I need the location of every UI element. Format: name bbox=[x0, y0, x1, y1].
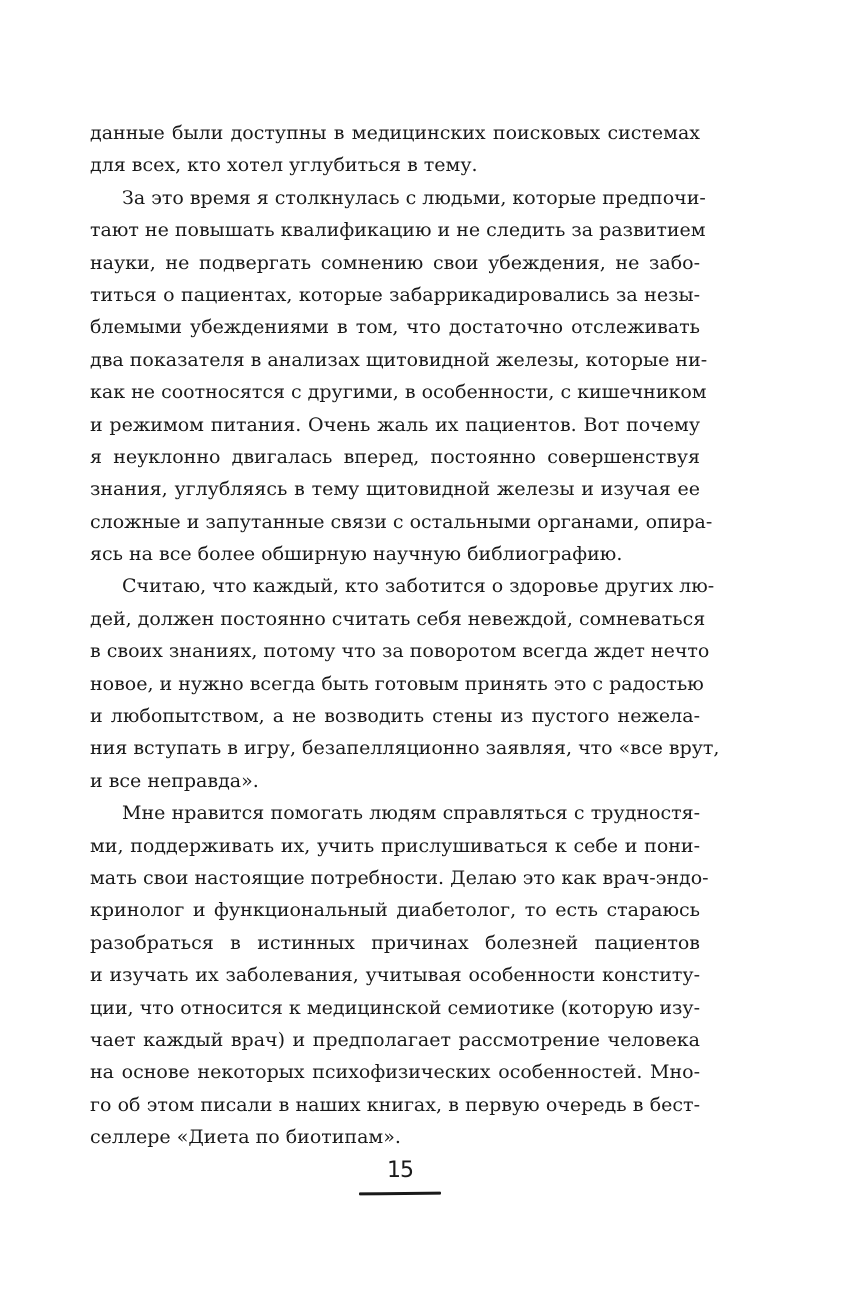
body-text bbox=[90, 117, 720, 1154]
text-line: науки, не подвергать сомнению свои убеждения, не забо- bbox=[90, 251, 700, 274]
text-line: и режимом питания. Очень жаль их пациентов. Вот почему bbox=[90, 413, 700, 436]
text-line: кринолог и функциональный диабетолог, то есть стараюсь bbox=[90, 899, 700, 922]
text-line: титься о пациентах, которые забаррикадировались за незы- bbox=[90, 283, 700, 306]
text-line: знания, углубляясь в тему щитовидной железы и изучая ее bbox=[90, 478, 700, 501]
text-line: За это время я столкнулась с людьми, которые предпочи- bbox=[122, 186, 706, 209]
text-line: два показателя в анализах щитовидной железы, которые ни- bbox=[90, 348, 708, 371]
text-line: дей, должен постоянно считать себя невеждой, сомневаться bbox=[90, 607, 706, 630]
text-line: Считаю, что каждый, кто заботится о здоровье других лю- bbox=[122, 575, 715, 598]
page-footer bbox=[358, 1158, 442, 1195]
text-line: ции, что относится к медицинской семиотике (которую изу- bbox=[90, 996, 700, 1019]
text-line: и изучать их заболевания, учитывая особенности конститу- bbox=[90, 964, 700, 987]
text-line: чает каждый врач) и предполагает рассмотрение человека bbox=[90, 1028, 700, 1051]
text-line: новое, и нужно всегда быть готовым принять это с радостью bbox=[90, 672, 704, 695]
text-line: селлере «Диета по биотипам». bbox=[90, 1126, 401, 1149]
text-line: для всех, кто хотел углубиться в тему. bbox=[90, 154, 478, 177]
text-line: го об этом писали в наших книгах, в первую очередь в бест- bbox=[90, 1093, 700, 1116]
page-number-underline bbox=[359, 1192, 441, 1196]
text-line: блемыми убеждениями в том, что достаточно отслеживать bbox=[90, 316, 700, 339]
page-number: 15 bbox=[387, 1158, 413, 1183]
text-line: я неуклонно двигалась вперед, постоянно совершенствуя bbox=[90, 445, 700, 468]
text-line: на основе некоторых психофизических особенностей. Мно- bbox=[90, 1061, 700, 1084]
text-line: и любопытством, а не возводить стены из пустого нежела- bbox=[90, 705, 700, 728]
text-line: мать свои настоящие потребности. Делаю это как врач-эндо- bbox=[90, 866, 709, 889]
text-line: данные были доступны в медицинских поисковых системах bbox=[90, 122, 700, 144]
text-line: ясь на все более обширную научную библиографию. bbox=[90, 543, 623, 566]
text-line: и все неправда». bbox=[90, 769, 259, 792]
text-line: в своих знаниях, потому что за поворотом всегда ждет нечто bbox=[90, 640, 710, 663]
text-line: как не соотносятся с другими, в особенности, с кишечником bbox=[90, 381, 707, 404]
text-line: Мне нравится помогать людям справляться с трудностя- bbox=[122, 802, 700, 825]
text-line: разобраться в истинных причинах болезней пациентов bbox=[90, 931, 700, 954]
text-line: тают не повышать квалификацию и не следить за развитием bbox=[90, 219, 706, 242]
text-line: сложные и запутанные связи с остальными органами, опира- bbox=[90, 510, 713, 533]
text-line: ния вступать в игру, безапелляционно заявляя, что «все врут, bbox=[90, 737, 720, 760]
text-line: ми, поддерживать их, учить прислушиваться к себе и пони- bbox=[90, 834, 700, 857]
